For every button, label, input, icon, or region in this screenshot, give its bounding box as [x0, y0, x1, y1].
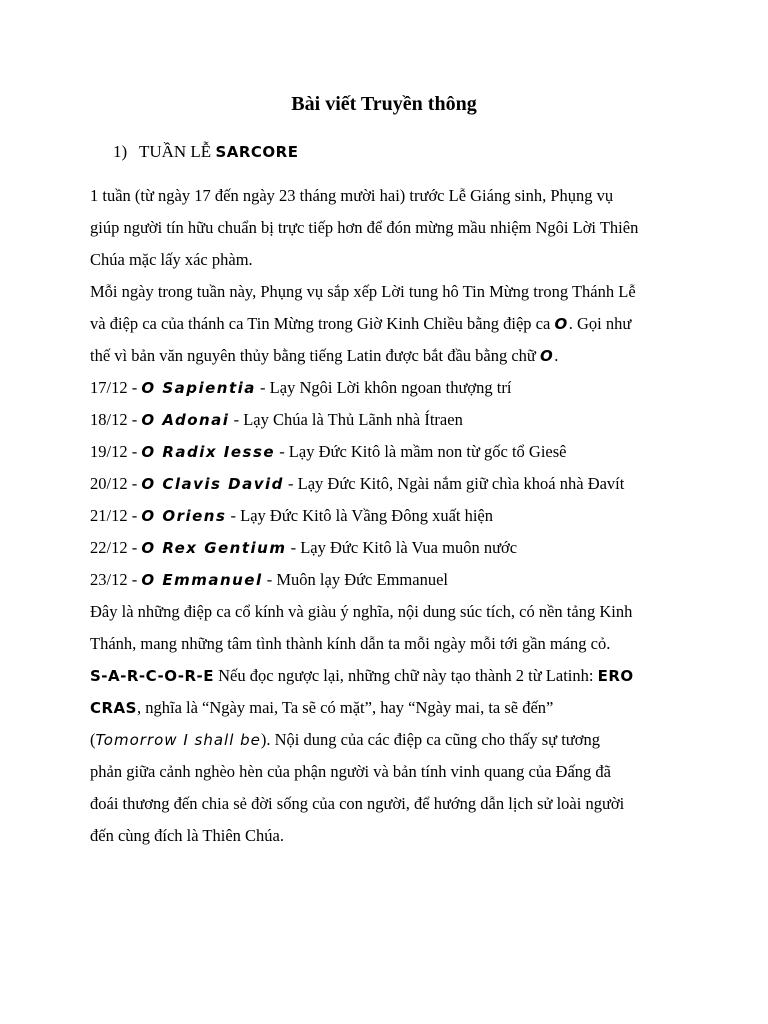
paragraph-2-line: Mỗi ngày trong tuần này, Phụng vụ sắp xếp Lời tung hô Tin Mừng trong Thánh Lễ	[90, 282, 636, 301]
paragraph-3-line: Đây là những điệp ca cổ kính và giàu ý nghĩa, nội dung súc tích, có nền tảng Kinh	[90, 602, 633, 621]
heading-emphasis: SARCORE	[215, 143, 299, 161]
antiphon-date: 17/12 -	[90, 378, 142, 397]
antiphon-line	[90, 436, 690, 468]
antiphon-meaning: - Muôn lạy Đức Emmanuel	[262, 570, 448, 589]
antiphon-line	[90, 500, 690, 532]
antiphon-meaning: - Lạy Đức Kitô là Vua muôn nước	[286, 538, 518, 557]
paragraph-2-line	[90, 340, 690, 372]
paragraph-2-text: và điệp ca của thánh ca Tin Mừng trong Giờ Kinh Chiều bằng điệp ca	[90, 314, 555, 333]
antiphon-latin: O Clavis David	[141, 475, 284, 493]
acrostic-word: S-A-R-C-O-R-E	[90, 667, 214, 685]
antiphon-latin: O Oriens	[141, 507, 227, 525]
antiphon-date: 23/12 -	[90, 570, 142, 589]
antiphon-line	[90, 372, 690, 404]
antiphon-date: 22/12 -	[90, 538, 142, 557]
antiphon-line	[90, 564, 690, 596]
paragraph-2-line	[90, 308, 690, 340]
o-emphasis: O	[554, 315, 569, 333]
heading-prefix: TUẦN LỄ	[138, 142, 212, 161]
paragraph-4-line	[90, 724, 690, 756]
antiphon-meaning: - Lạy Chúa là Thủ Lãnh nhà Ítraen	[229, 410, 463, 429]
document-body	[90, 180, 690, 852]
antiphon-latin: O Sapientia	[141, 379, 256, 397]
paragraph-4-text: ). Nội dung của các điệp ca cũng cho thấy sự tương	[260, 730, 600, 749]
paragraph-1-line: giúp người tín hữu chuẩn bị trực tiếp hơn để đón mừng mầu nhiệm Ngôi Lời Thiên	[90, 218, 639, 237]
o-emphasis: O	[540, 347, 555, 365]
antiphon-latin: O Emmanuel	[141, 571, 263, 589]
document-title: Bài viết Truyền thông	[291, 93, 477, 115]
paragraph-3-line: Thánh, mang những tâm tình thành kính dẫn ta mỗi ngày mỗi tới gần máng cỏ.	[90, 634, 611, 653]
latin-word-cras: CRAS	[90, 699, 137, 717]
antiphon-latin: O Radix Iesse	[141, 443, 276, 461]
paragraph-4-line: đến cùng đích là Thiên Chúa.	[90, 826, 284, 845]
antiphon-latin: O Adonai	[141, 411, 230, 429]
paragraph-2-text: thế vì bản văn nguyên thủy bằng tiếng Latin được bắt đầu bằng chữ	[90, 346, 540, 365]
paragraph-1-line: Chúa mặc lấy xác phàm.	[90, 250, 253, 269]
paragraph-4-line: đoái thương đến chia sẻ đời sống của con người, để hướng dẫn lịch sử loài người	[90, 794, 625, 813]
antiphon-meaning: - Lạy Đức Kitô là mầm non từ gốc tổ Giesê	[275, 442, 567, 461]
antiphon-date: 19/12 -	[90, 442, 142, 461]
antiphon-date: 20/12 -	[90, 474, 142, 493]
antiphon-meaning: - Lạy Ngôi Lời khôn ngoan thượng trí	[255, 378, 512, 397]
antiphon-date: 21/12 -	[90, 506, 142, 525]
antiphon-date: 18/12 -	[90, 410, 142, 429]
antiphon-line	[90, 468, 690, 500]
antiphon-line	[90, 532, 690, 564]
antiphon-meaning: - Lạy Đức Kitô là Vầng Đông xuất hiện	[226, 506, 494, 525]
paragraph-2-text: . Gọi như	[568, 314, 632, 333]
paragraph-1-line: 1 tuần (từ ngày 17 đến ngày 23 tháng mười hai) trước Lễ Giáng sinh, Phụng vụ	[90, 186, 614, 205]
antiphon-latin: O Rex Gentium	[141, 539, 287, 557]
paragraph-4-text: (	[90, 730, 96, 749]
english-translation: Tomorrow I shall be	[95, 731, 261, 749]
paragraph-4-line: phản giữa cảnh nghèo hèn của phận người và bản tính vinh quang của Đấng đã	[90, 762, 611, 781]
heading-number: 1)	[113, 142, 128, 161]
antiphon-meaning: - Lạy Đức Kitô, Ngài nắm giữ chìa khoá nhà Đavít	[283, 474, 625, 493]
section-heading	[113, 142, 298, 162]
paragraph-4-line	[90, 692, 690, 724]
paragraph-4-text: , nghĩa là “Ngày mai, Ta sẽ có mặt”, hay “Ngày mai, ta sẽ đến”	[136, 698, 554, 717]
latin-word-ero: ERO	[597, 667, 634, 685]
antiphon-line	[90, 404, 690, 436]
paragraph-4-line	[90, 660, 690, 692]
paragraph-4-text: Nếu đọc ngược lại, những chữ này tạo thành 2 từ Latinh:	[214, 666, 598, 685]
paragraph-2-text: .	[554, 346, 559, 365]
